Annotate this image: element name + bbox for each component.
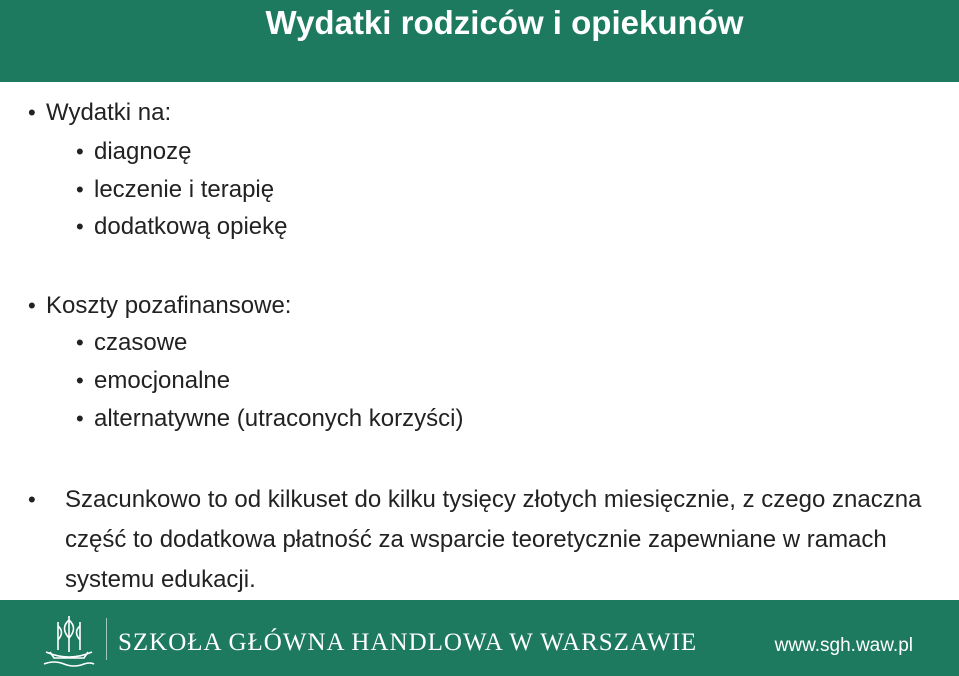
section-heading-text: Wydatki na:: [46, 99, 172, 126]
footer-separator: [106, 618, 107, 660]
section-heading: [28, 98, 171, 128]
list-item: [76, 137, 191, 167]
ship-emblem-icon: [38, 608, 100, 670]
list-item-text: czasowe: [94, 329, 188, 356]
website-link[interactable]: www.sgh.waw.pl: [774, 635, 913, 656]
bullet-icon: •: [76, 406, 84, 431]
bullet-icon: •: [28, 100, 36, 125]
slide-content: [0, 82, 959, 600]
section-heading-text: Koszty pozafinansowe:: [46, 292, 292, 319]
list-item-text: diagnozę: [94, 138, 192, 165]
bullet-icon: •: [28, 487, 36, 512]
slide-title: Wydatki rodziców i opiekunów: [265, 4, 744, 41]
bullet-icon: •: [76, 177, 84, 202]
list-item-text: dodatkową opiekę: [94, 213, 288, 240]
slide-header: [0, 0, 959, 82]
summary-text: Szacunkowo to od kilkuset do kilku tysięcy złotych miesięcznie, z czego znaczna część to dodatkowa płatność za wsparcie teoretycznie zapewniane w ramach systemu edukacji.: [65, 486, 922, 593]
list-item: [76, 212, 287, 242]
section-heading: [28, 291, 291, 321]
bullet-icon: •: [76, 139, 84, 164]
bullet-icon: •: [76, 330, 84, 355]
bullet-icon: •: [28, 293, 36, 318]
bullet-icon: •: [76, 214, 84, 239]
list-item: [76, 175, 274, 205]
list-item-text: leczenie i terapię: [94, 176, 275, 203]
list-item: [76, 328, 187, 358]
bullet-icon: •: [76, 368, 84, 393]
list-item-text: emocjonalne: [94, 367, 231, 394]
list-item-text: alternatywne (utraconych korzyści): [94, 405, 464, 432]
school-name: SZKOŁA GŁÓWNA HANDLOWA W WARSZAWIE: [118, 629, 698, 656]
list-item: [76, 366, 230, 396]
list-item: [76, 404, 463, 434]
slide-footer: [0, 600, 959, 676]
summary-paragraph: [28, 480, 938, 600]
